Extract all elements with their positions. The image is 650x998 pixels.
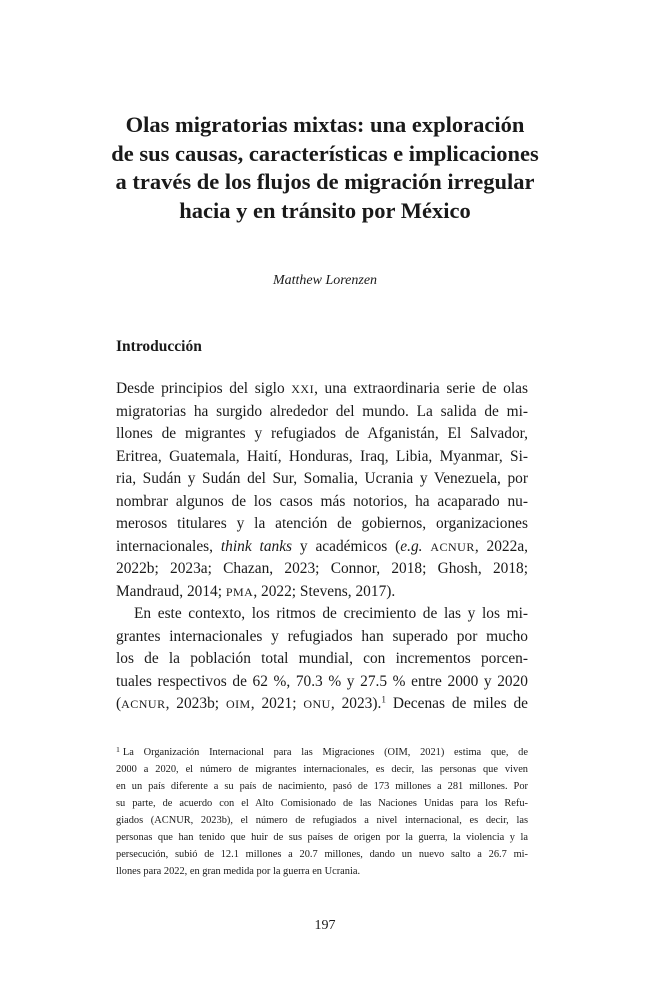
footnote [116,744,528,880]
section-heading: Introducción [116,338,202,355]
footnote-line: 2000 a 2020, el número de migrantes internacionales, es decir, las personas que viven [116,764,528,775]
small-caps-text: ONU [303,697,331,711]
small-caps-text: ACNUR [121,697,166,711]
body-line: (ACNUR, 2023b; OIM, 2021; ONU, 2023).$^1$ Decenas de miles de [116,694,528,712]
body-line: 2022b; 2023a; Chazan, 2023; Connor, 2018; Ghosh, 2018; [116,560,528,577]
chapter-title [100,111,550,225]
body-line: ria, Sudán y Sudán del Sur, Somalia, Ucrania y Venezuela, por [116,470,528,487]
footnote-line: su parte, de acuerdo con el Alto Comisionado de las Naciones Unidas para los Refu- [116,798,528,809]
body-line: grantes internacionales y refugiados han superado por mucho [116,627,528,645]
italic-text: e.g. [400,537,423,555]
title-line: a través de los flujos de migración irregular [115,169,535,194]
title-line: hacia y en tránsito por México [179,197,471,223]
footnote-line: persecución, subió de 12.1 millones a 20.7 millones, dando un nuevo salto a 26.7 mi- [116,849,528,860]
body-line: tuales respectivos de 62 %, 70.3 % y 27.5 % entre 2000 y 2020 [116,672,528,690]
body-line: Mandraud, 2014; PMA, 2022; Stevens, 2017). [116,582,396,600]
small-caps-text: OIM [225,697,251,711]
footnote-line: giados (ACNUR, 2023b), el número de refugiados a nivel internacional, es decir, las [116,815,528,826]
footnote-line: llones para 2022, en gran medida por la guerra en Ucrania. [116,866,361,877]
footnote-line: $^1$ La Organización Internacional para las Migraciones (OIM, 2021) estima que, de [116,744,528,758]
small-caps-text: ACNUR [430,539,475,554]
footnote-line: personas que han tenido que huir de sus países de origen por la guerra, la violencia y la [116,832,528,843]
body-line: llones de migrantes y refugiados de Afganistán, El Salvador, [116,425,528,442]
footnote-reference[interactable]: 1 [381,694,386,705]
body-line: nombrar algunos de los casos más notorios, ha acaparado nu- [116,492,528,510]
italic-text: think tanks [220,537,293,555]
title-line: de sus causas, características e implicaciones [111,140,539,166]
body-line: los de la población total mundial, con incrementos porcen- [116,650,528,667]
body-line: merosos titulares y la atención de gobiernos, organizaciones [116,515,528,532]
body-line: migratorias ha surgido alrededor del mundo. La salida de mi- [116,402,528,420]
body-line: En este contexto, los ritmos de crecimiento de las y los mi- [134,605,528,622]
body-text [116,378,528,716]
body-line: Eritrea, Guatemala, Haití, Honduras, Iraq, Libia, Myanmar, Si- [116,447,528,465]
body-line: Desde principios del siglo XXI, una extraordinaria serie de olas [116,380,528,397]
footnote-marker: 1 [116,744,120,754]
page-number: 197 [314,918,336,933]
footnote-line: en un país diferente a su país de nacimiento, pasó de 173 millones a 281 millones. Por [116,781,528,792]
body-line: internacionales, think tanks y académicos (e.g. ACNUR, 2022a, [116,537,528,555]
small-caps-text: PMA [225,584,254,599]
author-name: Matthew Lorenzen [272,273,378,288]
title-line: Olas migratorias mixtas: una exploración [125,112,525,137]
small-caps-text: XXI [291,382,315,396]
